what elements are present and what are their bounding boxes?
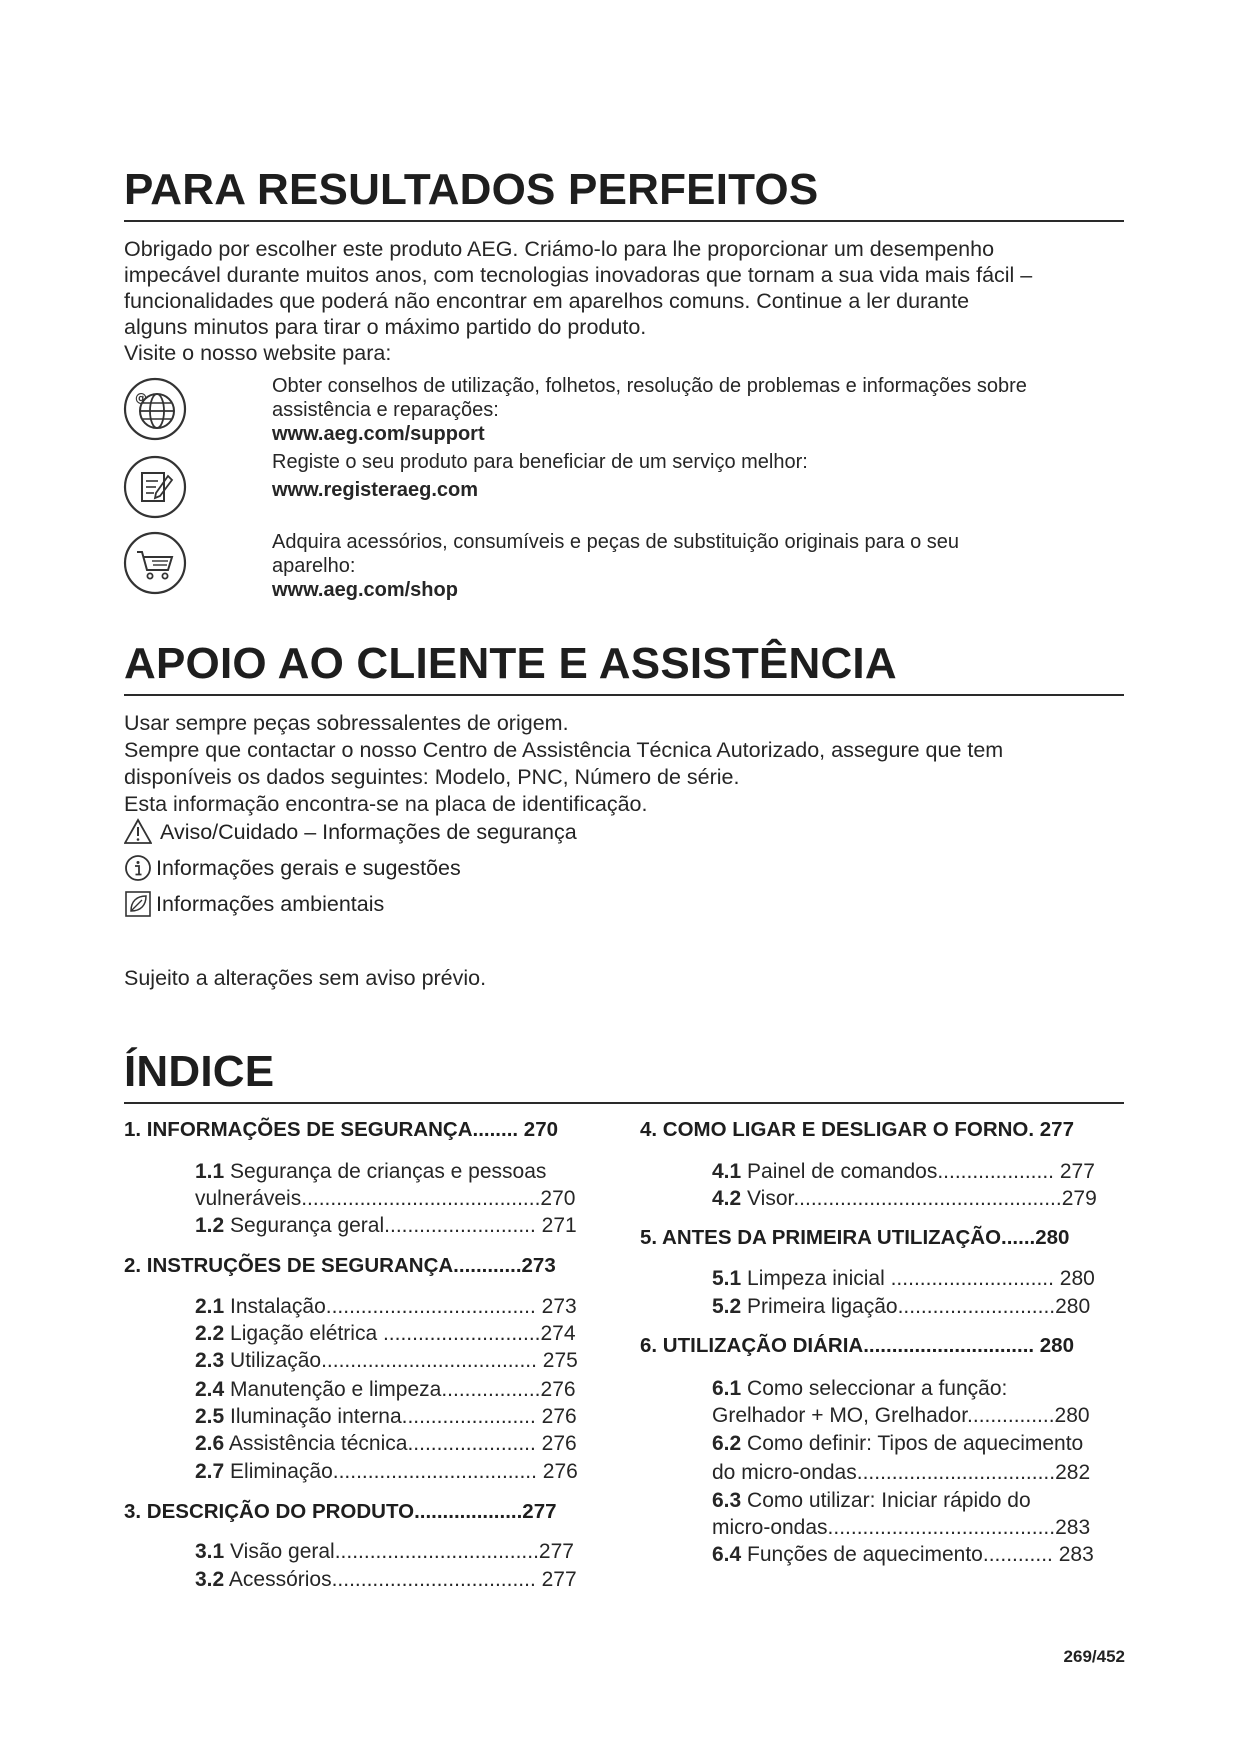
legend-label: Informações ambientais	[156, 891, 385, 916]
support-line: Sempre que contactar o nosso Centro de Assistência Técnica Autorizado, assegure que tem	[124, 738, 1004, 762]
legend-info	[124, 853, 461, 883]
toc-num: 6.4	[712, 1543, 742, 1566]
toc-num: 3.2	[195, 1568, 225, 1591]
link-text: Registe o seu produto para beneficiar de um serviço melhor:	[272, 451, 808, 473]
section-title-support: APOIO AO CLIENTE E ASSISTÊNCIA	[124, 642, 1124, 696]
toc-text: Visão geral...................................277	[224, 1540, 574, 1563]
toc-num: 4.2	[712, 1187, 742, 1210]
toc-num: 2.5	[195, 1405, 225, 1428]
toc-text: Painel de comandos.................... 277	[741, 1160, 1095, 1183]
toc-num: 2.6	[195, 1432, 225, 1455]
toc-item[interactable]	[712, 1265, 1095, 1292]
link-register	[272, 450, 1152, 502]
toc-item[interactable]	[712, 1541, 1094, 1568]
globe-icon	[122, 376, 188, 442]
toc-text: Acessórios................................... 277	[224, 1568, 577, 1591]
toc-heading[interactable]: 2. INSTRUÇÕES DE SEGURANÇA............273	[124, 1254, 556, 1277]
link-shop	[272, 530, 1152, 602]
info-icon	[124, 853, 156, 883]
toc-num: 6.1	[712, 1377, 742, 1400]
link-text: Obter conselhos de utilização, folhetos, resolução de problemas e informações sobre	[272, 375, 1027, 397]
toc-num: 1.1	[195, 1160, 225, 1183]
section-title-index: ÍNDICE	[124, 1050, 1124, 1104]
toc-text: Manutenção e limpeza.................276	[224, 1378, 576, 1401]
intro-line: impecável durante muitos anos, com tecnologias inovadoras que tornam a sua vida mais fácil –	[124, 263, 1033, 287]
toc-heading[interactable]: 3. DESCRIÇÃO DO PRODUTO...................277	[124, 1500, 557, 1523]
toc-text: Primeira ligação...........................280	[741, 1295, 1091, 1318]
toc-item[interactable]	[712, 1487, 1031, 1514]
toc-text: Instalação.................................... 273	[224, 1295, 577, 1318]
toc-item[interactable]	[195, 1566, 577, 1593]
intro-line: alguns minutos para tirar o máximo partido do produto.	[124, 315, 647, 339]
toc-text: Eliminação................................... 276	[224, 1460, 578, 1483]
toc-num: 5.2	[712, 1295, 742, 1318]
toc-item[interactable]	[195, 1403, 577, 1430]
toc-item[interactable]	[195, 1158, 546, 1185]
register-icon	[122, 454, 188, 520]
notice-text: Sujeito a alterações sem aviso prévio.	[124, 966, 487, 990]
toc-text: Assistência técnica...................... 276	[224, 1432, 577, 1455]
toc-item[interactable]	[712, 1430, 1083, 1457]
toc-text: Visor..............................................279	[741, 1187, 1097, 1210]
toc-num: 3.1	[195, 1540, 225, 1563]
toc-text: Iluminação interna....................... 276	[224, 1405, 577, 1428]
legend-label: Informações gerais e sugestões	[156, 855, 461, 880]
toc-item-continued[interactable]: vulneráveis.........................................270	[195, 1187, 576, 1210]
toc-item[interactable]	[195, 1212, 577, 1239]
link-text: Adquira acessórios, consumíveis e peças de substituição originais para o seu	[272, 531, 960, 553]
toc-num: 5.1	[712, 1267, 742, 1290]
toc-text: Funções de aquecimento............ 283	[741, 1543, 1094, 1566]
legend-environment	[124, 889, 384, 919]
toc-item[interactable]	[195, 1376, 576, 1403]
cart-icon	[122, 530, 188, 596]
toc-item[interactable]	[195, 1538, 574, 1565]
toc-text: Limpeza inicial ............................ 280	[741, 1267, 1095, 1290]
toc-num: 6.3	[712, 1489, 742, 1512]
toc-item[interactable]	[712, 1185, 1097, 1212]
link-text: aparelho:	[272, 555, 356, 577]
toc-num: 2.4	[195, 1378, 225, 1401]
svg-text:@: @	[135, 391, 147, 405]
toc-text: Segurança geral.......................... 271	[224, 1214, 577, 1237]
support-line: Esta informação encontra-se na placa de identificação.	[124, 792, 648, 816]
support-line: Usar sempre peças sobressalentes de origem.	[124, 711, 569, 735]
toc-num: 6.2	[712, 1432, 742, 1455]
toc-heading[interactable]: 1. INFORMAÇÕES DE SEGURANÇA........ 270	[124, 1118, 558, 1141]
legend-label: Aviso/Cuidado – Informações de segurança	[160, 819, 577, 844]
toc-item-continued[interactable]: do micro-ondas..................................282	[712, 1461, 1091, 1484]
toc-item[interactable]	[195, 1347, 578, 1374]
section-title-results: PARA RESULTADOS PERFEITOS	[124, 168, 1124, 222]
toc-item[interactable]	[195, 1430, 577, 1457]
toc-item-continued[interactable]: Grelhador + MO, Grelhador...............280	[712, 1404, 1090, 1427]
toc-num: 2.7	[195, 1460, 225, 1483]
results-intro	[124, 236, 1032, 366]
toc-num: 1.2	[195, 1214, 225, 1237]
intro-line: Obrigado por escolher este produto AEG. Criámo-lo para lhe proporcionar um desempenho	[124, 237, 995, 261]
leaf-icon	[124, 889, 156, 919]
support-line: disponíveis os dados seguintes: Modelo, PNC, Número de série.	[124, 765, 740, 789]
legend-warning	[124, 817, 577, 847]
toc-item[interactable]	[195, 1458, 578, 1485]
toc-text: Utilização..................................... 275	[224, 1349, 578, 1372]
warning-icon	[124, 817, 156, 847]
intro-line: Visite o nosso website para:	[124, 341, 392, 365]
support-text	[124, 710, 1003, 818]
support-link[interactable]: www.aeg.com/support	[272, 423, 485, 445]
toc-num: 4.1	[712, 1160, 742, 1183]
toc-item[interactable]	[195, 1320, 576, 1347]
shop-link[interactable]: www.aeg.com/shop	[272, 579, 458, 601]
toc-text: Como utilizar: Iniciar rápido do	[741, 1489, 1031, 1512]
toc-item[interactable]	[712, 1158, 1095, 1185]
toc-item-continued[interactable]: micro-ondas.......................................283	[712, 1516, 1091, 1539]
toc-text: Segurança de crianças e pessoas	[224, 1160, 547, 1183]
toc-num: 2.2	[195, 1322, 225, 1345]
toc-text: Como seleccionar a função:	[741, 1377, 1008, 1400]
toc-text: Como definir: Tipos de aquecimento	[741, 1432, 1084, 1455]
register-link[interactable]: www.registeraeg.com	[272, 479, 478, 501]
toc-text: Ligação elétrica ...........................274	[224, 1322, 576, 1345]
toc-item[interactable]	[712, 1293, 1090, 1320]
toc-num: 2.3	[195, 1349, 225, 1372]
link-text: assistência e reparações:	[272, 399, 499, 421]
toc-item[interactable]	[195, 1293, 577, 1320]
toc-heading[interactable]: 4. COMO LIGAR E DESLIGAR O FORNO. 277	[640, 1118, 1074, 1141]
link-support	[272, 374, 1152, 446]
toc-heading[interactable]: 5. ANTES DA PRIMEIRA UTILIZAÇÃO......280	[640, 1226, 1070, 1249]
toc-num: 2.1	[195, 1295, 225, 1318]
toc-heading[interactable]: 6. UTILIZAÇÃO DIÁRIA.............................. 280	[640, 1334, 1074, 1357]
page-number: 269/452	[1063, 1647, 1125, 1666]
toc-item[interactable]	[712, 1375, 1007, 1402]
intro-line: funcionalidades que poderá não encontrar em aparelhos comuns. Continue a ler durante	[124, 289, 970, 313]
